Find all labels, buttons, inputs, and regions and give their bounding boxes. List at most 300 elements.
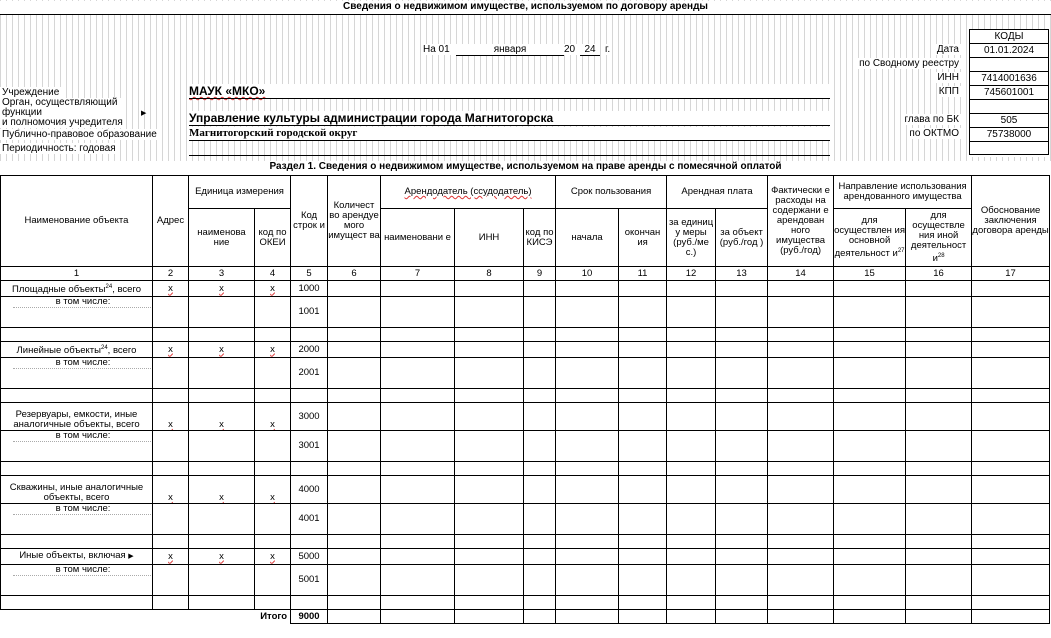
x-mark <box>255 342 291 358</box>
cell[interactable] <box>556 610 619 624</box>
col-num: 15 <box>834 267 906 281</box>
cell[interactable] <box>328 342 381 358</box>
cell[interactable] <box>972 431 1050 462</box>
date-field-label: Дата <box>936 44 959 55</box>
year-prefix: 20 <box>564 44 576 55</box>
cell[interactable] <box>455 431 524 462</box>
cell[interactable] <box>381 504 455 535</box>
cell[interactable] <box>455 358 524 389</box>
year-field[interactable]: 24 <box>580 44 600 56</box>
table-row <box>1 297 1050 328</box>
x-text: x <box>219 343 224 355</box>
row-sub-label[interactable] <box>1 358 153 389</box>
col-period-start: начала <box>556 209 619 267</box>
form-title: Сведения о недвижимом имуществе, используемом по договору аренды <box>0 1 1051 14</box>
cell[interactable] <box>716 342 768 358</box>
x-mark <box>189 342 255 358</box>
cell[interactable] <box>556 549 619 565</box>
row-sub-label[interactable] <box>1 504 153 535</box>
cell[interactable] <box>556 342 619 358</box>
cell[interactable] <box>328 281 381 297</box>
cell[interactable] <box>524 281 556 297</box>
col-direction: Направление использования арендованного имущества <box>834 176 972 209</box>
codes-blank <box>969 99 1049 113</box>
cell[interactable] <box>455 476 524 504</box>
cell[interactable] <box>768 610 834 624</box>
cell[interactable] <box>768 565 834 596</box>
cell[interactable] <box>667 342 716 358</box>
cell[interactable] <box>972 342 1050 358</box>
cell[interactable] <box>906 565 972 596</box>
cell[interactable] <box>255 297 291 328</box>
cell[interactable] <box>189 431 255 462</box>
cell[interactable] <box>328 565 381 596</box>
cell[interactable] <box>619 281 667 297</box>
row-code: 5001 <box>291 565 328 596</box>
cell[interactable] <box>834 431 906 462</box>
x-text: x <box>270 419 275 430</box>
municipality-value[interactable]: Магнитогорский городской округ <box>189 127 830 141</box>
row-sub-label-text: в том числе: <box>13 565 153 576</box>
x-mark <box>153 549 189 565</box>
x-text: x <box>168 492 173 503</box>
cell[interactable] <box>619 358 667 389</box>
x-mark <box>255 549 291 565</box>
cell[interactable] <box>524 297 556 328</box>
inn-value[interactable]: 7414001636 <box>969 71 1049 85</box>
cell[interactable] <box>328 297 381 328</box>
cell[interactable] <box>716 476 768 504</box>
institution-text: МАУК «МКО» <box>189 84 266 98</box>
col-actual: Фактически е расходы на содержани е арендован ного имущества (руб./год) <box>768 176 834 267</box>
row-sub-label-text: в том числе: <box>13 504 153 515</box>
cell[interactable] <box>328 358 381 389</box>
glava-value[interactable]: 505 <box>969 113 1049 127</box>
cell[interactable] <box>906 297 972 328</box>
x-text: x <box>168 419 173 430</box>
col-num: 14 <box>768 267 834 281</box>
cell[interactable] <box>619 549 667 565</box>
x-mark <box>153 342 189 358</box>
x-text: x <box>168 282 173 294</box>
cell[interactable] <box>972 281 1050 297</box>
cell[interactable] <box>189 565 255 596</box>
institution-value[interactable] <box>189 84 830 99</box>
cell[interactable] <box>768 342 834 358</box>
col-num: 10 <box>556 267 619 281</box>
cell[interactable] <box>455 297 524 328</box>
registry-value[interactable] <box>969 57 1049 71</box>
col-num: 17 <box>972 267 1050 281</box>
cell[interactable] <box>619 431 667 462</box>
inn-label: ИНН <box>937 72 959 83</box>
periodicity-divider <box>189 155 830 156</box>
row-label-text: Линейные объекты <box>16 345 101 357</box>
col-dir-other-text: для осуществле ния иной деятельност и <box>910 209 967 265</box>
authority-label-line1: Орган, осуществляющий <box>2 97 118 108</box>
x-text: x <box>270 343 275 355</box>
row-sub-label[interactable] <box>1 297 153 328</box>
cell[interactable] <box>972 549 1050 565</box>
cell[interactable] <box>834 281 906 297</box>
cell[interactable] <box>768 358 834 389</box>
col-dir-main-text: для осуществлен ия основной деятельност и <box>834 214 905 260</box>
cell[interactable] <box>153 504 189 535</box>
row-code: 1000 <box>291 281 328 297</box>
cell[interactable] <box>328 403 381 431</box>
cell[interactable] <box>834 610 906 624</box>
x-mark <box>189 281 255 297</box>
table-row <box>1 504 1050 535</box>
total-row <box>1 610 1050 624</box>
x-text: x <box>219 550 224 562</box>
row-label-text: Иные объекты, включая <box>19 550 126 561</box>
col-num: 2 <box>153 267 189 281</box>
cell[interactable] <box>972 476 1050 504</box>
cell[interactable] <box>834 476 906 504</box>
row-sub-label[interactable] <box>1 431 153 462</box>
table-row <box>1 462 1050 476</box>
cell[interactable] <box>455 342 524 358</box>
cell[interactable] <box>834 565 906 596</box>
col-num: 4 <box>255 267 291 281</box>
table-row <box>1 535 1050 549</box>
cell[interactable] <box>768 403 834 431</box>
table-row <box>1 342 1050 358</box>
kpp-label: КПП <box>938 86 959 97</box>
table-row <box>1 476 1050 504</box>
x-text: x <box>219 282 224 294</box>
cell[interactable] <box>906 476 972 504</box>
row-label-tail: , всего <box>112 284 141 296</box>
x-text: x <box>168 550 173 562</box>
cell[interactable] <box>524 476 556 504</box>
cell[interactable] <box>768 504 834 535</box>
cell[interactable] <box>556 281 619 297</box>
cell[interactable] <box>524 504 556 535</box>
cell[interactable] <box>524 342 556 358</box>
cell[interactable] <box>455 403 524 431</box>
cell[interactable] <box>716 549 768 565</box>
table-row <box>1 565 1050 596</box>
cell[interactable] <box>255 504 291 535</box>
cell[interactable] <box>906 358 972 389</box>
cell[interactable] <box>972 403 1050 431</box>
row-label-sup: 24 <box>105 283 113 290</box>
col-unit: Единица измерения <box>189 176 291 209</box>
institution-divider <box>189 98 830 99</box>
cell[interactable] <box>716 358 768 389</box>
cell[interactable] <box>556 297 619 328</box>
cell[interactable] <box>906 403 972 431</box>
col-num: 16 <box>906 267 972 281</box>
cell[interactable] <box>328 610 381 624</box>
col-dir-main <box>834 209 906 267</box>
cell[interactable] <box>716 610 768 624</box>
cell[interactable] <box>524 549 556 565</box>
cell[interactable] <box>619 610 667 624</box>
x-mark <box>255 403 291 431</box>
cell[interactable] <box>834 342 906 358</box>
cell[interactable] <box>834 549 906 565</box>
table-row <box>1 549 1050 565</box>
cell[interactable] <box>153 431 189 462</box>
col-unit-okei: код по ОКЕИ <box>255 209 291 267</box>
section-title: Раздел 1. Сведения о недвижимом имуществе, используемом на праве аренды с помесячной оплатой <box>0 161 1051 173</box>
cell[interactable] <box>556 403 619 431</box>
col-num: 8 <box>455 267 524 281</box>
col-num: 13 <box>716 267 768 281</box>
month-field[interactable]: января <box>456 44 564 56</box>
row-label-tail: , всего <box>107 345 137 357</box>
date-value[interactable]: 01.01.2024 <box>969 43 1049 57</box>
cell[interactable] <box>255 358 291 389</box>
date-label: На 01 <box>423 44 450 55</box>
x-mark <box>153 476 189 504</box>
row-label[interactable] <box>1 549 153 565</box>
glava-label: глава по БК <box>904 114 959 125</box>
cell[interactable] <box>328 476 381 504</box>
expand-arrow-icon: ▶ <box>141 110 147 117</box>
x-mark <box>189 403 255 431</box>
col-lessor-kise: код по КИСЭ <box>524 209 556 267</box>
cell[interactable] <box>255 565 291 596</box>
row-label-text: Резервуары, емкости, иные <box>15 409 138 420</box>
cell[interactable] <box>619 297 667 328</box>
row-label-text2: аналогичные объекты, всего <box>13 419 140 430</box>
row-sub-label-text: в том числе: <box>13 431 153 442</box>
row-label[interactable] <box>1 476 153 504</box>
data-table <box>0 175 1050 624</box>
table-row <box>1 596 1050 610</box>
authority-label <box>0 98 125 128</box>
cell[interactable] <box>556 565 619 596</box>
cell[interactable] <box>716 565 768 596</box>
table-row <box>1 431 1050 462</box>
cell[interactable] <box>524 431 556 462</box>
cell[interactable] <box>455 549 524 565</box>
table-row <box>1 389 1050 403</box>
col-dir-other <box>906 209 972 267</box>
cell[interactable] <box>524 610 556 624</box>
row-sub-label-text: в том числе: <box>13 297 153 308</box>
cell[interactable] <box>556 504 619 535</box>
cell[interactable] <box>834 358 906 389</box>
row-code: 3000 <box>291 403 328 431</box>
cell[interactable] <box>381 281 455 297</box>
col-num: 7 <box>381 267 455 281</box>
row-code: 1001 <box>291 297 328 328</box>
col-lessor-text: Арендодатель (ссудодатель) <box>404 186 532 197</box>
codes-header: КОДЫ <box>969 29 1049 43</box>
row-sub-label-text: в том числе: <box>13 358 153 369</box>
cell[interactable] <box>381 358 455 389</box>
x-mark <box>255 476 291 504</box>
col-lessor-inn: ИНН <box>455 209 524 267</box>
row-code: 3001 <box>291 431 328 462</box>
cell[interactable] <box>906 549 972 565</box>
cell[interactable] <box>667 476 716 504</box>
row-label-text: Скважины, иные аналогичные <box>9 482 144 493</box>
cell[interactable] <box>906 504 972 535</box>
cell[interactable] <box>153 358 189 389</box>
cell[interactable] <box>667 504 716 535</box>
x-text: x <box>270 282 275 294</box>
col-row-code: Код строк и <box>291 176 328 267</box>
row-label[interactable] <box>1 403 153 431</box>
cell[interactable] <box>906 610 972 624</box>
x-text: x <box>219 419 224 430</box>
col-dir-other-sup: 28 <box>937 252 945 259</box>
cell[interactable] <box>619 476 667 504</box>
authority-value[interactable]: Управление культуры администрации города Магнитогорска <box>189 111 830 126</box>
oktmo-label: по ОКТМО <box>909 128 959 139</box>
year-unit: г. <box>605 44 611 55</box>
cell[interactable] <box>716 297 768 328</box>
cell[interactable] <box>619 565 667 596</box>
x-mark <box>189 549 255 565</box>
cell[interactable] <box>255 431 291 462</box>
cell[interactable] <box>667 403 716 431</box>
cell[interactable] <box>667 610 716 624</box>
cell[interactable] <box>972 610 1050 624</box>
cell[interactable] <box>455 504 524 535</box>
cell[interactable] <box>768 297 834 328</box>
row-code: 5000 <box>291 549 328 565</box>
table-row <box>1 403 1050 431</box>
row-sub-label[interactable] <box>1 565 153 596</box>
cell[interactable] <box>667 431 716 462</box>
cell[interactable] <box>381 549 455 565</box>
col-dir-main-sup: 27 <box>897 247 905 254</box>
cell[interactable] <box>189 504 255 535</box>
authority-label-line3: и полномочия учредителя <box>2 117 123 128</box>
cell[interactable] <box>972 358 1050 389</box>
col-unit-name: наименова ние <box>189 209 255 267</box>
authority-label-line2: функции <box>2 107 42 118</box>
cell[interactable] <box>381 565 455 596</box>
table-row <box>1 328 1050 342</box>
col-period-end: окончан ия <box>619 209 667 267</box>
col-lessor <box>381 176 556 209</box>
cell[interactable] <box>716 431 768 462</box>
row-code: 2001 <box>291 358 328 389</box>
row-label[interactable] <box>1 281 153 297</box>
x-mark <box>189 476 255 504</box>
cell[interactable] <box>834 403 906 431</box>
cell[interactable] <box>455 610 524 624</box>
x-text: x <box>270 550 275 562</box>
cell[interactable] <box>328 431 381 462</box>
cell[interactable] <box>716 403 768 431</box>
cell[interactable] <box>716 281 768 297</box>
cell[interactable] <box>556 476 619 504</box>
cell[interactable] <box>619 504 667 535</box>
col-num: 3 <box>189 267 255 281</box>
cell[interactable] <box>667 549 716 565</box>
cell[interactable] <box>381 476 455 504</box>
x-mark <box>153 403 189 431</box>
cell[interactable] <box>768 281 834 297</box>
x-mark <box>255 281 291 297</box>
cell[interactable] <box>972 504 1050 535</box>
cell[interactable] <box>906 342 972 358</box>
col-num: 5 <box>291 267 328 281</box>
col-rent-unit: за единиц у меры (руб./ме с.) <box>667 209 716 267</box>
row-label-sup: 24 <box>100 344 108 351</box>
cell[interactable] <box>619 403 667 431</box>
cell[interactable] <box>381 403 455 431</box>
cell[interactable] <box>381 297 455 328</box>
institution-label: Учреждение <box>2 87 60 98</box>
cell[interactable] <box>381 610 455 624</box>
municipality-label: Публично-правовое образование <box>2 129 157 140</box>
col-num: 12 <box>667 267 716 281</box>
cell[interactable] <box>328 549 381 565</box>
row-label-text2: объекты, всего <box>43 492 110 503</box>
col-lessor-name: наименовани е <box>381 209 455 267</box>
cell[interactable] <box>667 358 716 389</box>
codes-last <box>969 141 1049 155</box>
cell[interactable] <box>834 297 906 328</box>
cell[interactable] <box>716 504 768 535</box>
cell[interactable] <box>972 565 1050 596</box>
table-row <box>1 281 1050 297</box>
col-num: 11 <box>619 267 667 281</box>
cell[interactable] <box>972 297 1050 328</box>
cell[interactable] <box>667 297 716 328</box>
cell[interactable] <box>381 431 455 462</box>
row-code: 2000 <box>291 342 328 358</box>
row-label[interactable] <box>1 342 153 358</box>
cell[interactable] <box>328 504 381 535</box>
cell[interactable] <box>556 431 619 462</box>
cell[interactable] <box>667 281 716 297</box>
cell[interactable] <box>768 549 834 565</box>
col-address: Адрес <box>153 176 189 267</box>
cell[interactable] <box>906 281 972 297</box>
cell[interactable] <box>906 431 972 462</box>
cell[interactable] <box>153 565 189 596</box>
cell[interactable] <box>524 403 556 431</box>
cell[interactable] <box>619 342 667 358</box>
total-code: 9000 <box>291 610 328 624</box>
row-label-text: Площадные объекты <box>12 284 106 296</box>
cell[interactable] <box>667 565 716 596</box>
oktmo-value[interactable]: 75738000 <box>969 127 1049 141</box>
codes-box <box>969 29 1049 157</box>
cell[interactable] <box>455 565 524 596</box>
cell[interactable] <box>768 476 834 504</box>
cell[interactable] <box>189 297 255 328</box>
row-code: 4001 <box>291 504 328 535</box>
cell[interactable] <box>524 565 556 596</box>
kpp-value[interactable]: 745601001 <box>969 85 1049 99</box>
expand-arrow-icon: ▶ <box>128 553 134 560</box>
cell[interactable] <box>556 358 619 389</box>
cell[interactable] <box>768 431 834 462</box>
cell[interactable] <box>834 504 906 535</box>
cell[interactable] <box>524 358 556 389</box>
col-rent: Арендная плата <box>667 176 768 209</box>
x-text: x <box>270 492 275 503</box>
cell[interactable] <box>381 342 455 358</box>
cell[interactable] <box>455 281 524 297</box>
col-num: 1 <box>1 267 153 281</box>
cell[interactable] <box>153 297 189 328</box>
cell[interactable] <box>189 358 255 389</box>
col-num: 6 <box>328 267 381 281</box>
